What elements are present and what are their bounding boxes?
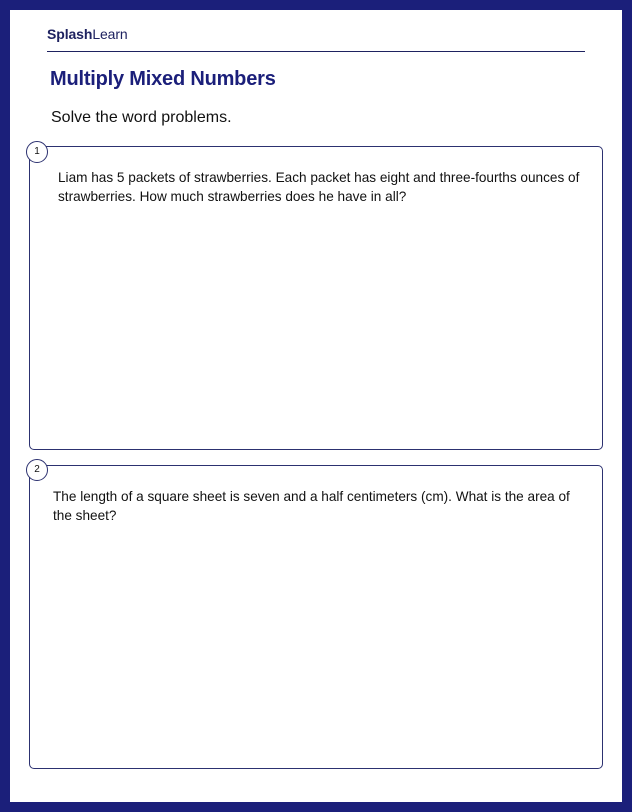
header-divider bbox=[47, 51, 585, 52]
logo-bold-text: Splash bbox=[47, 26, 93, 42]
problem-2-text: The length of a square sheet is seven and a half centimeters (cm). What is the area of the sheet? bbox=[53, 489, 570, 523]
page-title: Multiply Mixed Numbers bbox=[50, 68, 276, 90]
worksheet-page bbox=[10, 10, 622, 802]
problem-1-text: Liam has 5 packets of strawberries. Each packet has eight and three-fourths ounces of strawberries. How much strawberries does he have in all? bbox=[58, 170, 580, 204]
splashlearn-logo bbox=[47, 26, 128, 42]
logo-light-text: Learn bbox=[92, 26, 128, 42]
problem-1-number-badge: 1 bbox=[26, 141, 48, 163]
problem-2-number-badge: 2 bbox=[26, 459, 48, 481]
instructions: Solve the word problems. bbox=[51, 109, 232, 126]
